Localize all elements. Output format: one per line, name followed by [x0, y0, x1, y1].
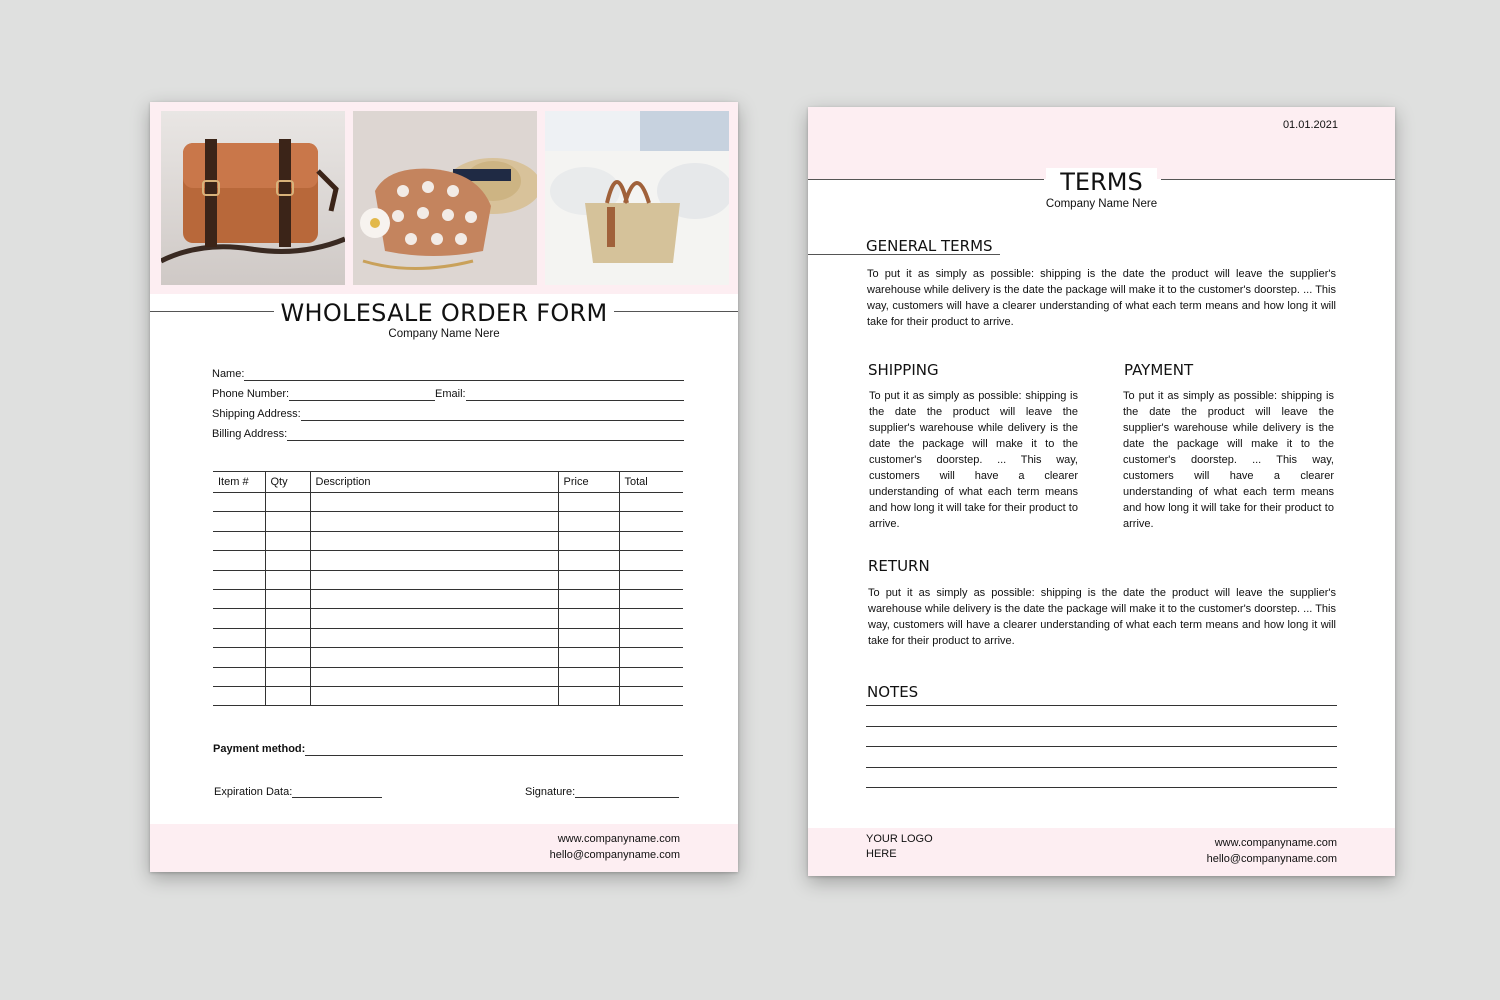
table-cell[interactable] [619, 648, 683, 667]
table-cell[interactable] [213, 589, 265, 608]
notes-line[interactable] [866, 787, 1337, 788]
shipping-text: To put it as simply as possible: shipping is the date the product will leave the supplier's warehouse while delivery is the date the package will make it to the customer's doorstep. ... This way, customers will have a clearer understanding of what each term means and how long it will take for their product to arrive. [869, 390, 1078, 530]
table-row[interactable] [213, 667, 683, 686]
table-cell[interactable] [558, 570, 619, 589]
table-row[interactable] [213, 686, 683, 705]
table-cell[interactable] [213, 551, 265, 570]
logo-placeholder: YOUR LOGO HERE [866, 833, 933, 860]
table-cell[interactable] [310, 493, 558, 512]
name-field[interactable]: Name: [212, 365, 684, 381]
table-cell[interactable] [310, 531, 558, 550]
table-cell[interactable] [265, 667, 310, 686]
table-cell[interactable] [619, 686, 683, 705]
table-row[interactable] [213, 493, 683, 512]
phone-label: Phone Number: [212, 388, 290, 400]
terms-footer-website[interactable]: www.companyname.com [1214, 837, 1337, 849]
straw-tote-bag-photo [545, 111, 729, 285]
table-row[interactable] [213, 531, 683, 550]
notes-heading: NOTES [867, 683, 919, 701]
col-total: Total [619, 472, 683, 493]
table-cell[interactable] [619, 609, 683, 628]
table-cell[interactable] [265, 628, 310, 647]
table-cell[interactable] [213, 531, 265, 550]
table-cell[interactable] [558, 667, 619, 686]
table-cell[interactable] [213, 648, 265, 667]
col-qty: Qty [265, 472, 310, 493]
terms-title: TERMS [1046, 168, 1156, 196]
table-cell[interactable] [265, 648, 310, 667]
table-cell[interactable] [265, 589, 310, 608]
table-cell[interactable] [619, 531, 683, 550]
payment-text: To put it as simply as possible: shipping is the date the product will leave the supplier's warehouse while delivery is the date the package will make it to the customer's doorstep. ... This way, customers will have a clearer understanding of what each term means and how long it will take for their product to arrive. [1123, 390, 1334, 530]
order-footer-email[interactable]: hello@companyname.com [549, 849, 680, 861]
table-cell[interactable] [265, 531, 310, 550]
table-cell[interactable] [558, 589, 619, 608]
table-cell[interactable] [619, 589, 683, 608]
table-cell[interactable] [213, 686, 265, 705]
table-cell[interactable] [265, 570, 310, 589]
table-cell[interactable] [213, 512, 265, 531]
terms-footer-email[interactable]: hello@companyname.com [1206, 853, 1337, 865]
order-items-table [213, 471, 683, 706]
shipping-heading: SHIPPING [868, 361, 939, 379]
phone-email-row [212, 385, 684, 401]
terms-footer-band [808, 828, 1395, 876]
table-row[interactable] [213, 570, 683, 589]
general-terms-heading: GENERAL TERMS [866, 237, 993, 255]
order-footer-website[interactable]: www.companyname.com [557, 833, 680, 845]
billing-address-field[interactable]: Billing Address: [212, 425, 684, 441]
table-cell[interactable] [213, 609, 265, 628]
table-cell[interactable] [558, 493, 619, 512]
order-company-name: Company Name Nere [388, 328, 500, 340]
signature-field[interactable]: Signature: [525, 782, 679, 798]
general-terms-text: To put it as simply as possible: shipping is the date the product will leave the supplier's warehouse while delivery is the date the package will make it to the customer's doorstep. ... This way, customers will have a clearer understanding of what each term means and how long it will take for their product to arrive. [867, 268, 1336, 328]
table-row[interactable] [213, 609, 683, 628]
table-row[interactable] [213, 512, 683, 531]
table-row[interactable] [213, 589, 683, 608]
col-price: Price [558, 472, 619, 493]
table-cell[interactable] [265, 512, 310, 531]
table-cell[interactable] [558, 648, 619, 667]
table-cell[interactable] [213, 667, 265, 686]
table-cell[interactable] [619, 493, 683, 512]
table-cell[interactable] [310, 589, 558, 608]
order-footer-band [150, 824, 738, 872]
expiration-field[interactable]: Expiration Data: [214, 782, 382, 798]
order-form-page [150, 102, 738, 872]
table-row[interactable] [213, 551, 683, 570]
table-row[interactable] [213, 628, 683, 647]
notes-line[interactable] [866, 746, 1337, 747]
return-text: To put it as simply as possible: shipping is the date the product will leave the supplier's warehouse while delivery is the date the package will make it to the customer's doorstep. ... This way, customers will have a clearer understanding of what each term means and how long it will take for their product to arrive. [868, 587, 1336, 647]
notes-line[interactable] [866, 726, 1337, 727]
table-cell[interactable] [619, 551, 683, 570]
table-cell[interactable] [558, 531, 619, 550]
table-cell[interactable] [619, 667, 683, 686]
table-cell[interactable] [310, 648, 558, 667]
table-cell[interactable] [310, 551, 558, 570]
table-cell[interactable] [558, 686, 619, 705]
notes-line[interactable] [866, 767, 1337, 768]
table-cell[interactable] [310, 686, 558, 705]
terms-company-name: Company Name Nere [1045, 198, 1158, 210]
table-cell[interactable] [619, 628, 683, 647]
payment-heading: PAYMENT [1124, 361, 1194, 379]
table-cell[interactable] [558, 628, 619, 647]
notes-line[interactable] [866, 705, 1337, 706]
table-cell[interactable] [310, 570, 558, 589]
table-cell[interactable] [213, 570, 265, 589]
table-cell[interactable] [265, 551, 310, 570]
return-heading: RETURN [868, 557, 930, 575]
table-cell[interactable] [310, 667, 558, 686]
table-cell[interactable] [619, 570, 683, 589]
floral-handbag-photo [353, 111, 537, 285]
table-header-row [213, 472, 683, 493]
table-row[interactable] [213, 648, 683, 667]
table-cell[interactable] [265, 609, 310, 628]
leather-messenger-bag-photo [161, 111, 345, 285]
table-cell[interactable] [213, 493, 265, 512]
table-cell[interactable] [213, 628, 265, 647]
table-cell[interactable] [558, 609, 619, 628]
general-terms-rule [808, 254, 1000, 255]
email-field[interactable] [466, 388, 684, 401]
table-cell[interactable] [310, 628, 558, 647]
table-cell[interactable] [558, 551, 619, 570]
terms-page [808, 107, 1395, 876]
table-cell[interactable] [619, 512, 683, 531]
email-label: Email: [435, 388, 466, 400]
shipping-address-field[interactable]: Shipping Address: [212, 405, 684, 421]
phone-field[interactable] [289, 388, 435, 401]
photo-header-band [150, 102, 738, 294]
terms-date: 01.01.2021 [1282, 119, 1338, 131]
table-cell[interactable] [310, 609, 558, 628]
payment-method-field[interactable]: Payment method: [213, 740, 683, 756]
col-description: Description [310, 472, 558, 493]
table-cell[interactable] [310, 512, 558, 531]
table-cell[interactable] [265, 686, 310, 705]
order-form-title: WHOLESALE ORDER FORM [274, 299, 613, 327]
col-item: Item # [213, 472, 265, 493]
table-cell[interactable] [558, 512, 619, 531]
table-cell[interactable] [265, 493, 310, 512]
